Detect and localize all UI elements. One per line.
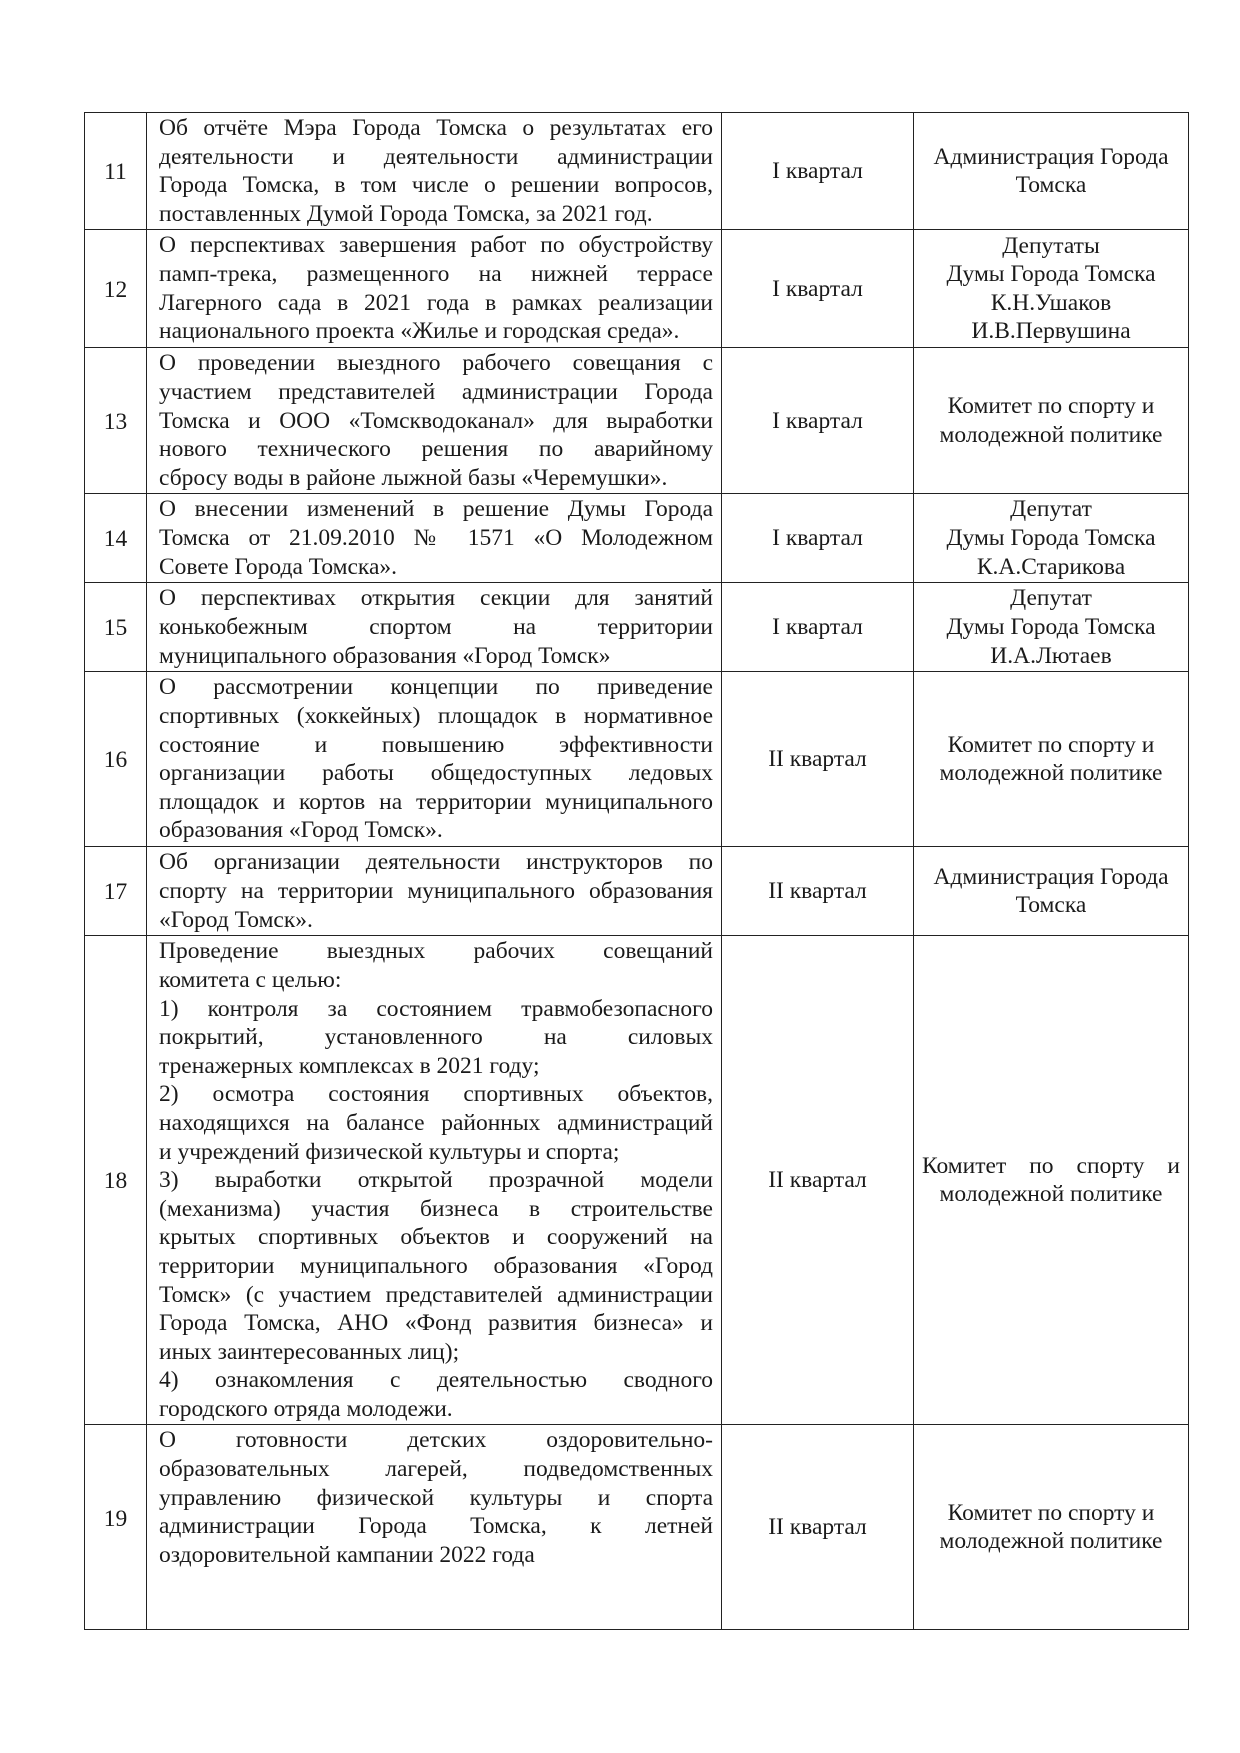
row-topic: Проведение выездных рабочих совещаний комитета с целью: 1) контроля за состоянием травмобезопасного покрытий, установленного на силовых тренажерных комплексах в 2021 году; 2) осмотра состояния спортивных объектов, находящихся на балансе районных администраций и учреждений физической культуры и спорта; 3) выработки открытой прозрачной модели (механизма) участия бизнеса в строительстве крытых спортивных объектов и сооружений на территории муниципального образования «Город Томск» (с участием представителей администрации Города Томска, АНО «Фонд развития бизнеса» и иных заинтересованных лиц); 4) ознакомления с деятельностью сводного городского отряда молодежи. xyxy=(147,936,722,1425)
row-responsible: Администрация Города Томска xyxy=(914,847,1189,936)
row-number: 11 xyxy=(85,113,147,230)
row-term: I квартал xyxy=(722,113,914,230)
table-row xyxy=(85,672,1189,847)
row-number: 18 xyxy=(85,936,147,1425)
row-term: I квартал xyxy=(722,348,914,494)
table-row xyxy=(85,936,1189,1425)
row-responsible: Комитет по спорту и молодежной политике xyxy=(914,672,1189,847)
row-topic: Об организации деятельности инструкторов по спорту на территории муниципального образования «Город Томск». xyxy=(147,847,722,936)
row-number: 19 xyxy=(85,1425,147,1630)
row-term: II квартал xyxy=(722,672,914,847)
table-row xyxy=(85,583,1189,672)
row-topic: О готовности детских оздоровительно- образовательных лагерей, подведомственных управлению физической культуры и спорта администрации Города Томска, к летней оздоровительной кампании 2022 года xyxy=(147,1425,722,1630)
plan-table xyxy=(84,112,1189,1630)
table-row xyxy=(85,113,1189,230)
table-row xyxy=(85,1425,1189,1630)
row-number: 13 xyxy=(85,348,147,494)
row-term: II квартал xyxy=(722,847,914,936)
row-responsible: Комитет по спорту и молодежной политике xyxy=(914,936,1189,1425)
row-number: 17 xyxy=(85,847,147,936)
row-topic: О проведении выездного рабочего совещания с участием представителей администрации Города Томска и ООО «Томскводоканал» для выработки нового технического решения по аварийному сбросу воды в районе лыжной базы «Черемушки». xyxy=(147,348,722,494)
row-topic: Об отчёте Мэра Города Томска о результатах его деятельности и деятельности администрации Города Томска, в том числе о решении вопросов, поставленных Думой Города Томска, за 2021 год. xyxy=(147,113,722,230)
row-responsible: Комитет по спорту и молодежной политике xyxy=(914,1425,1189,1630)
row-responsible: Депутат Думы Города Томска И.А.Лютаев xyxy=(914,583,1189,672)
row-number: 15 xyxy=(85,583,147,672)
row-number: 16 xyxy=(85,672,147,847)
row-topic: О перспективах завершения работ по обустройству памп-трека, размещенного на нижней террасе Лагерного сада в 2021 года в рамках реализации национального проекта «Жилье и городская среда». xyxy=(147,230,722,348)
row-responsible: Администрация Города Томска xyxy=(914,113,1189,230)
row-responsible: Комитет по спорту и молодежной политике xyxy=(914,348,1189,494)
row-topic: О перспективах открытия секции для занятий конькобежным спортом на территории муниципального образования «Город Томск» xyxy=(147,583,722,672)
row-term: I квартал xyxy=(722,583,914,672)
row-term: II квартал xyxy=(722,936,914,1425)
row-term: I квартал xyxy=(722,230,914,348)
table-row xyxy=(85,494,1189,583)
row-responsible: Депутаты Думы Города Томска К.Н.Ушаков И.В.Первушина xyxy=(914,230,1189,348)
row-topic: О внесении изменений в решение Думы Города Томска от 21.09.2010 № 1571 «О Молодежном Совете Города Томска». xyxy=(147,494,722,583)
table-row xyxy=(85,348,1189,494)
row-term: I квартал xyxy=(722,494,914,583)
row-number: 12 xyxy=(85,230,147,348)
row-number: 14 xyxy=(85,494,147,583)
row-term: II квартал xyxy=(722,1425,914,1630)
row-responsible: Депутат Думы Города Томска К.А.Старикова xyxy=(914,494,1189,583)
row-topic: О рассмотрении концепции по приведение спортивных (хоккейных) площадок в нормативное состояние и повышению эффективности организации работы общедоступных ледовых площадок и кортов на территории муниципального образования «Город Томск». xyxy=(147,672,722,847)
table-row xyxy=(85,847,1189,936)
table-row xyxy=(85,230,1189,348)
